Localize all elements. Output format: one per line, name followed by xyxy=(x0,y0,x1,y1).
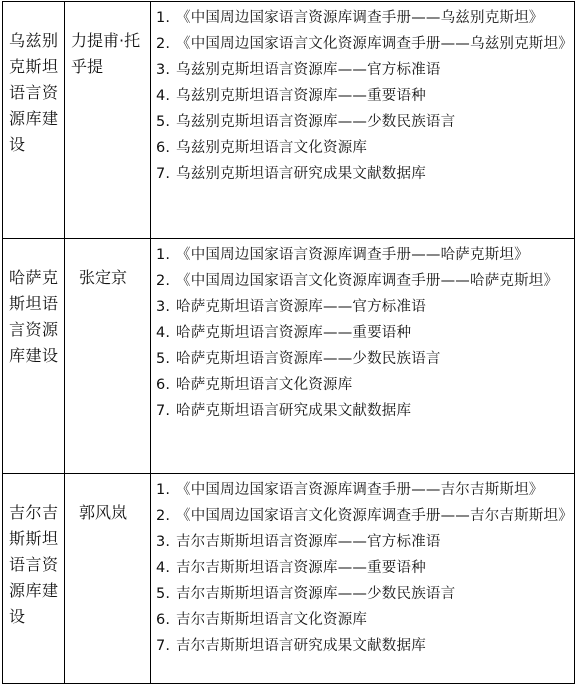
deliverables-list xyxy=(151,2,574,187)
item-text: 《中国周边国家语言文化资源库调查手册——乌兹别克斯坦》 xyxy=(176,36,573,52)
list-item xyxy=(156,109,570,135)
item-number: 6. xyxy=(156,140,171,156)
item-text: 《中国周边国家语言资源库调查手册——吉尔吉斯斯坦》 xyxy=(176,482,544,498)
project-name: 乌兹别克斯坦语言资源库建设 xyxy=(9,31,59,154)
item-number: 5. xyxy=(156,114,171,130)
item-number: 7. xyxy=(156,638,171,654)
list-item xyxy=(156,83,570,109)
table-row xyxy=(3,474,575,684)
item-number: 1. xyxy=(156,482,171,498)
item-number: 3. xyxy=(156,299,171,315)
item-text: 《中国周边国家语言文化资源库调查手册——哈萨克斯坦》 xyxy=(176,273,559,289)
project-table xyxy=(2,1,575,684)
item-text: 乌兹别克斯坦语言研究成果文献数据库 xyxy=(176,166,426,182)
list-item xyxy=(156,161,570,187)
list-item xyxy=(156,555,570,581)
item-text: 哈萨克斯坦语言研究成果文献数据库 xyxy=(176,403,412,419)
person-name: 力提甫·托乎提 xyxy=(71,31,141,76)
item-text: 乌兹别克斯坦语言资源库——少数民族语言 xyxy=(176,114,456,130)
item-text: 吉尔吉斯斯坦语言文化资源库 xyxy=(176,612,368,628)
item-number: 3. xyxy=(156,534,171,550)
item-text: 《中国周边国家语言资源库调查手册——哈萨克斯坦》 xyxy=(176,247,529,263)
list-item xyxy=(156,607,570,633)
list-item xyxy=(156,633,570,659)
list-item xyxy=(156,294,570,320)
item-text: 吉尔吉斯斯坦语言资源库——重要语种 xyxy=(176,560,426,576)
item-number: 2. xyxy=(156,36,171,52)
item-text: 《中国周边国家语言资源库调查手册——乌兹别克斯坦》 xyxy=(176,10,544,26)
list-item xyxy=(156,320,570,346)
item-number: 3. xyxy=(156,62,171,78)
item-text: 吉尔吉斯斯坦语言资源库——官方标准语 xyxy=(176,534,441,550)
person-cell xyxy=(65,474,151,684)
item-text: 吉尔吉斯斯坦语言资源库——少数民族语言 xyxy=(176,586,456,602)
project-cell xyxy=(3,239,65,474)
item-number: 6. xyxy=(156,377,171,393)
list-item xyxy=(156,398,570,424)
list-item xyxy=(156,135,570,161)
list-item xyxy=(156,477,570,503)
item-text: 乌兹别克斯坦语言资源库——重要语种 xyxy=(176,88,426,104)
list-item xyxy=(156,5,570,31)
item-text: 哈萨克斯坦语言资源库——官方标准语 xyxy=(176,299,426,315)
item-number: 1. xyxy=(156,10,171,26)
person-name: 郭风岚 xyxy=(79,503,128,522)
item-number: 4. xyxy=(156,325,171,341)
person-cell xyxy=(65,2,151,239)
item-text: 吉尔吉斯斯坦语言研究成果文献数据库 xyxy=(176,638,426,654)
deliverables-cell xyxy=(151,239,575,474)
item-text: 《中国周边国家语言文化资源库调查手册——吉尔吉斯斯坦》 xyxy=(176,508,573,524)
list-item xyxy=(156,529,570,555)
project-cell xyxy=(3,474,65,684)
list-item xyxy=(156,268,570,294)
project-name: 哈萨克斯坦语言资源库建设 xyxy=(9,268,59,365)
item-text: 乌兹别克斯坦语言资源库——官方标准语 xyxy=(176,62,441,78)
item-number: 2. xyxy=(156,273,171,289)
item-number: 7. xyxy=(156,403,171,419)
item-number: 7. xyxy=(156,166,171,182)
project-name: 吉尔吉斯斯坦语言资源库建设 xyxy=(9,503,59,626)
item-number: 2. xyxy=(156,508,171,524)
deliverables-cell xyxy=(151,474,575,684)
deliverables-cell xyxy=(151,2,575,239)
person-name: 张定京 xyxy=(79,268,128,287)
item-number: 5. xyxy=(156,586,171,602)
item-number: 4. xyxy=(156,560,171,576)
table-row xyxy=(3,2,575,239)
list-item xyxy=(156,57,570,83)
item-text: 乌兹别克斯坦语言文化资源库 xyxy=(176,140,368,156)
item-text: 哈萨克斯坦语言文化资源库 xyxy=(176,377,353,393)
list-item xyxy=(156,372,570,398)
deliverables-list xyxy=(151,474,574,659)
deliverables-list xyxy=(151,239,574,424)
list-item xyxy=(156,581,570,607)
item-text: 哈萨克斯坦语言资源库——少数民族语言 xyxy=(176,351,441,367)
list-item xyxy=(156,503,573,529)
list-item xyxy=(156,242,570,268)
item-number: 5. xyxy=(156,351,171,367)
item-number: 4. xyxy=(156,88,171,104)
table-row xyxy=(3,239,575,474)
list-item xyxy=(156,31,573,57)
list-item xyxy=(156,346,570,372)
item-number: 1. xyxy=(156,247,171,263)
table-body xyxy=(3,2,575,684)
item-number: 6. xyxy=(156,612,171,628)
person-cell xyxy=(65,239,151,474)
project-cell xyxy=(3,2,65,239)
item-text: 哈萨克斯坦语言资源库——重要语种 xyxy=(176,325,412,341)
